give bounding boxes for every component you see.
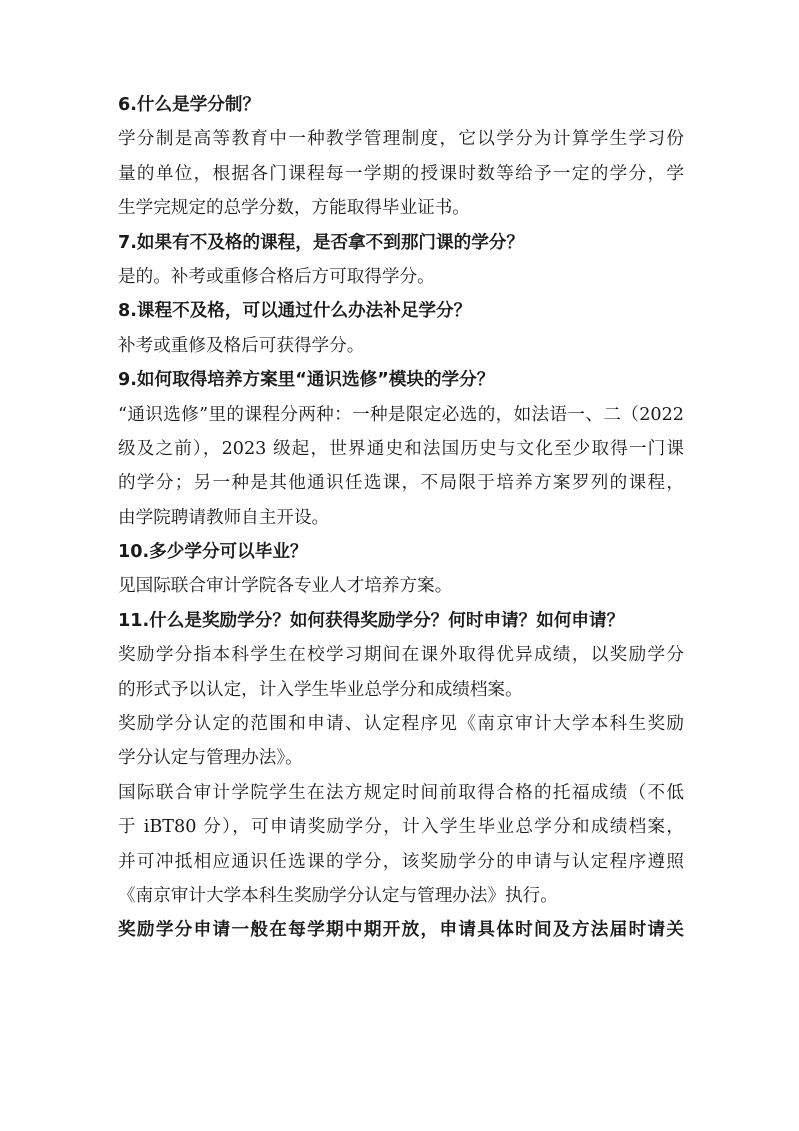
answer-text-line: “通识选修”里的课程分两种：一种是限定必选的，如法语一、二（2022: [118, 404, 684, 425]
document-body: [118, 88, 684, 948]
answer-text-line: 的形式予以认定，计入学生毕业总学分和成绩档案。: [118, 679, 523, 700]
question-heading: 10.多少学分可以毕业？: [118, 542, 308, 563]
question-heading: 7.如果有不及格的课程，是否拿不到那门课的学分？: [118, 232, 524, 253]
question-heading: 6.什么是学分制？: [118, 95, 261, 115]
question-heading: 11.什么是奖励学分？如何获得奖励学分？何时申请？如何申请？: [118, 610, 625, 631]
answer-text-line: 补考或重修及格后可获得学分。: [118, 335, 365, 356]
answer-text-line: 由学院聘请教师自主开设。: [118, 507, 330, 528]
answer-text-line: 学分制是高等教育中一种教学管理制度，它以学分为计算学生学习份: [118, 129, 684, 150]
answer-text-line: 见国际联合审计学院各专业人才培养方案。: [118, 576, 453, 597]
question-heading: 8.课程不及格，可以通过什么办法补足学分？: [118, 301, 472, 322]
answer-text-line: 并可冲抵相应通识任选课的学分，该奖励学分的申请与认定程序遵照: [118, 851, 684, 872]
answer-text-line: 《南京审计大学本科生奖励学分认定与管理办法》执行。: [118, 885, 558, 906]
question-heading: 9.如何取得培养方案里“通识选修”模块的学分？: [118, 370, 495, 391]
answer-text-line: 的学分；另一种是其他通识任选课，不局限于培养方案罗列的课程，: [118, 473, 684, 494]
question-heading: 奖励学分申请一般在每学期中期开放，申请具体时间及方法届时请关: [118, 920, 684, 941]
answer-text-line: 学分认定与管理办法》。: [118, 748, 303, 769]
answer-text-line: 奖励学分认定的范围和申请、认定程序见《南京审计大学本科生奖励: [118, 714, 684, 735]
answer-text-line: 级及之前），2023 级起，世界通史和法国历史与文化至少取得一门课: [118, 438, 684, 459]
answer-text-line: 是的。补考或重修合格后方可取得学分。: [118, 266, 435, 287]
answer-text-line: 奖励学分指本科学生在校学习期间在课外取得优异成绩，以奖励学分: [118, 645, 684, 666]
answer-text-line: 量的单位，根据各门课程每一学期的授课时数等给予一定的学分，学: [118, 163, 684, 184]
answer-text-line: 国际联合审计学院学生在法方规定时间前取得合格的托福成绩（不低: [118, 782, 684, 803]
answer-text-line: 于 iBT80 分），可申请奖励学分，计入学生毕业总学分和成绩档案，: [118, 817, 684, 838]
answer-text-line: 生学完规定的总学分数，方能取得毕业证书。: [118, 198, 470, 219]
